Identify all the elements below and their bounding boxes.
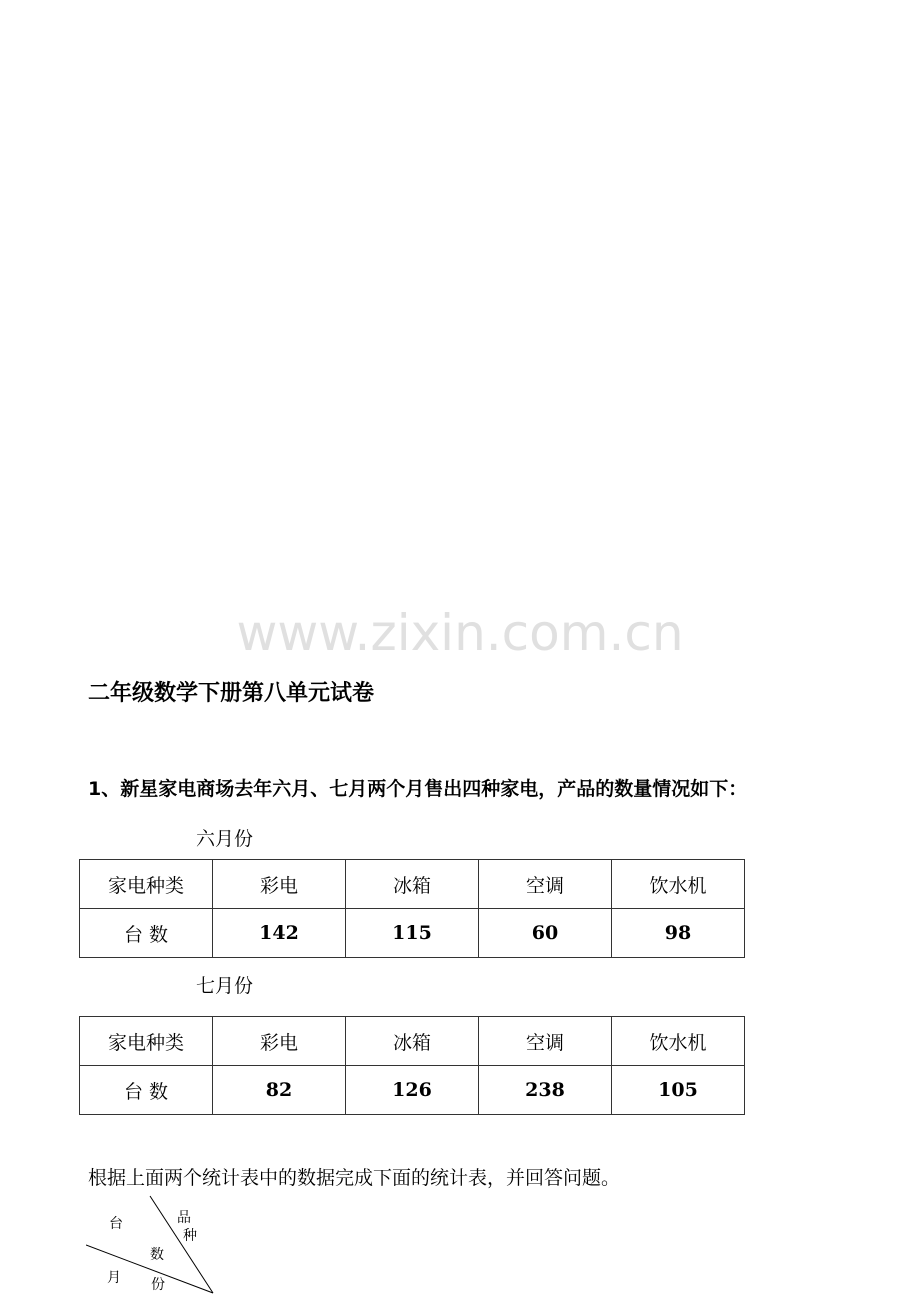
june-table [79,859,745,958]
label-fen: 份 [151,1277,165,1293]
table-cell: 142 [213,909,346,958]
table-cell: 冰箱 [346,1017,479,1066]
diagonal-header-cell [86,1194,226,1302]
label-yue: 月 [107,1270,121,1286]
question-text: 1、新星家电商场去年六月、七月两个月售出四种家电，产品的数量情况如下： [88,778,748,800]
watermark: www.zixin.com.cn [236,604,684,662]
page-title: 二年级数学下册第八单元试卷 [88,681,375,706]
label-zhong: 种 [183,1228,197,1244]
table-cell: 115 [346,909,479,958]
table-header-row [80,1017,745,1066]
table-cell: 饮水机 [612,860,745,909]
table-cell: 饮水机 [612,1017,745,1066]
table-cell: 空调 [479,1017,612,1066]
label-pin: 品 [177,1210,191,1226]
table-cell: 家电种类 [80,860,213,909]
table-cell: 家电种类 [80,1017,213,1066]
july-table [79,1016,745,1115]
table-cell: 60 [479,909,612,958]
table-cell: 82 [213,1066,346,1115]
label-tai: 台 [109,1216,123,1232]
table-cell: 台 数 [80,1066,213,1115]
table-cell: 98 [612,909,745,958]
july-caption: 七月份 [196,975,254,997]
table-cell: 105 [612,1066,745,1115]
table-cell: 冰箱 [346,860,479,909]
table-header-row [80,860,745,909]
june-caption: 六月份 [196,828,254,850]
table-row [80,909,745,958]
table-cell: 彩电 [213,1017,346,1066]
label-shu: 数 [150,1247,164,1263]
table-row [80,1066,745,1115]
table-cell: 238 [479,1066,612,1115]
table-cell: 彩电 [213,860,346,909]
table-cell: 126 [346,1066,479,1115]
table-cell: 台 数 [80,909,213,958]
table-cell: 空调 [479,860,612,909]
instruction-text: 根据上面两个统计表中的数据完成下面的统计表，并回答问题。 [88,1167,621,1189]
